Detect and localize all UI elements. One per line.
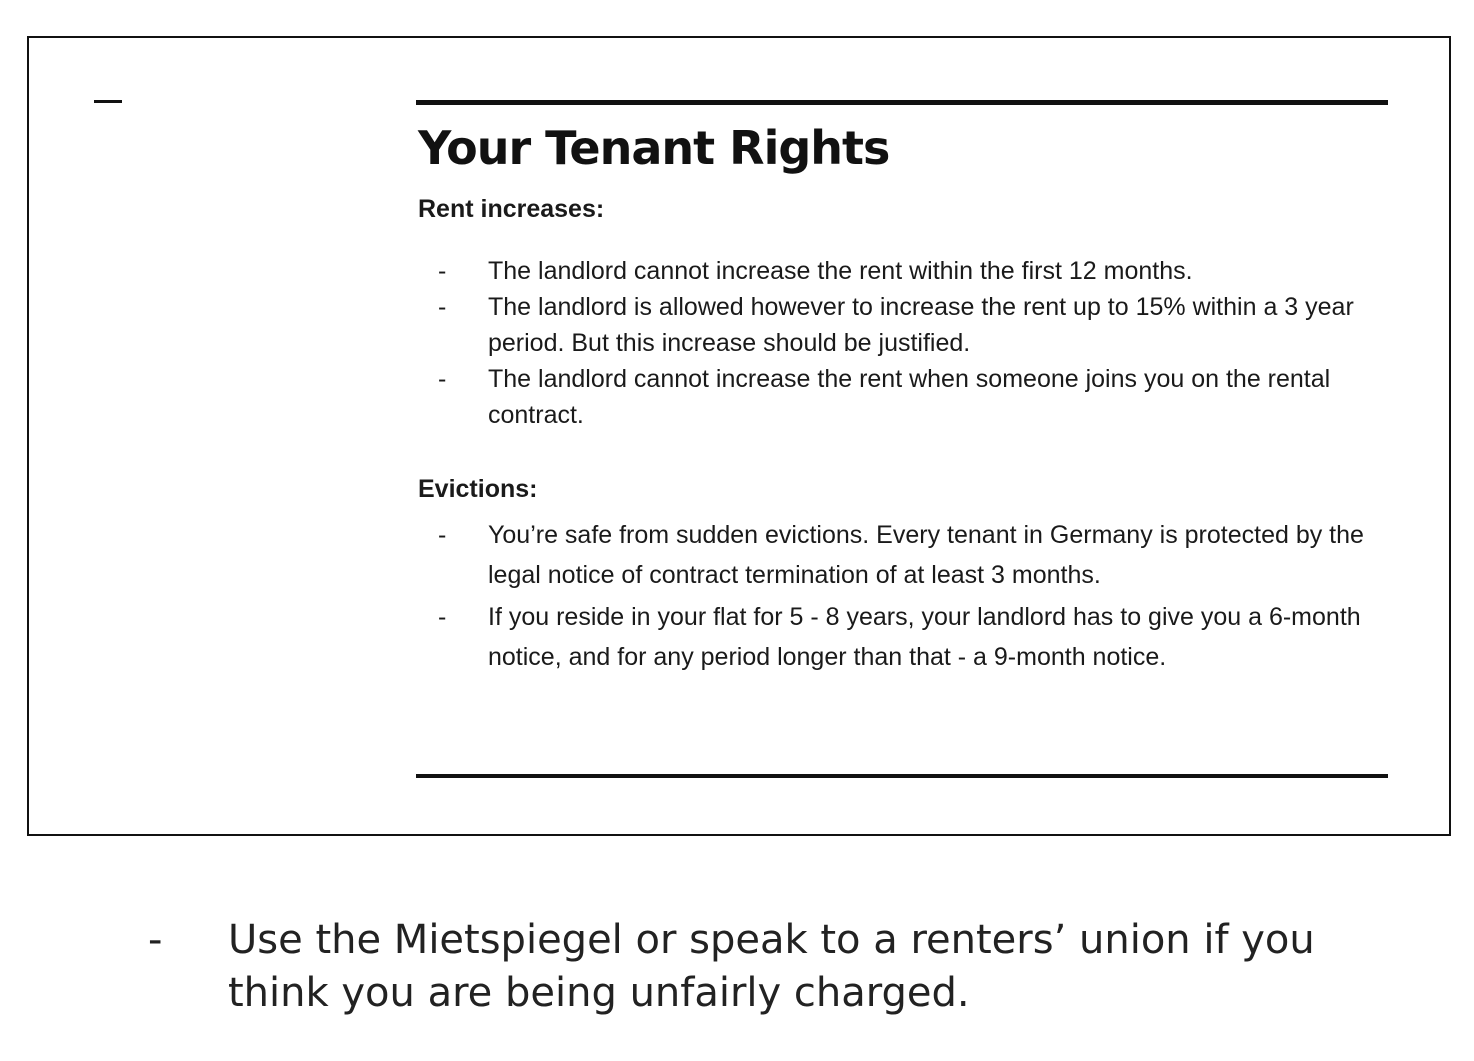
slide-dash-mark bbox=[94, 100, 122, 103]
rent-increases-list bbox=[416, 253, 1388, 433]
list-item-text: If you reside in your flat for 5 - 8 years, your landlord has to give you a 6-month notice, and for any period longer than that - a 9-month notice. bbox=[488, 603, 1361, 671]
section-heading-rent: Rent increases: bbox=[418, 195, 605, 223]
list-item bbox=[416, 289, 1388, 361]
outer-bullet-point bbox=[148, 914, 1348, 1020]
embedded-slide bbox=[27, 36, 1451, 836]
bullet-dash: - bbox=[438, 521, 447, 549]
list-item-text: The landlord cannot increase the rent when someone joins you on the rental contract. bbox=[488, 365, 1331, 429]
bullet-dash: - bbox=[438, 603, 447, 631]
bullet-dash: - bbox=[438, 293, 447, 321]
top-rule bbox=[416, 100, 1388, 105]
bullet-dash: - bbox=[438, 365, 447, 393]
list-item-text: The landlord is allowed however to increase the rent up to 15% within a 3 year period. But this increase should be justified. bbox=[488, 293, 1354, 357]
list-item bbox=[416, 361, 1388, 433]
outer-bullet-text: Use the Mietspiegel or speak to a renters’ union if you think you are being unfairly charged. bbox=[228, 917, 1315, 1016]
list-item bbox=[416, 597, 1388, 677]
bullet-dash: - bbox=[438, 257, 447, 285]
evictions-list bbox=[416, 515, 1388, 677]
slide-content bbox=[416, 100, 1388, 679]
outer-bullet-dash: - bbox=[148, 917, 163, 963]
list-item bbox=[416, 253, 1388, 289]
list-item bbox=[416, 515, 1388, 595]
list-item-text: The landlord cannot increase the rent within the first 12 months. bbox=[488, 257, 1193, 285]
slide-title: Your Tenant Rights bbox=[418, 121, 890, 175]
section-heading-evictions: Evictions: bbox=[418, 475, 538, 503]
list-item-text: You’re safe from sudden evictions. Every tenant in Germany is protected by the legal notice of contract termination of at least 3 months. bbox=[488, 521, 1364, 589]
bottom-rule bbox=[416, 774, 1388, 778]
